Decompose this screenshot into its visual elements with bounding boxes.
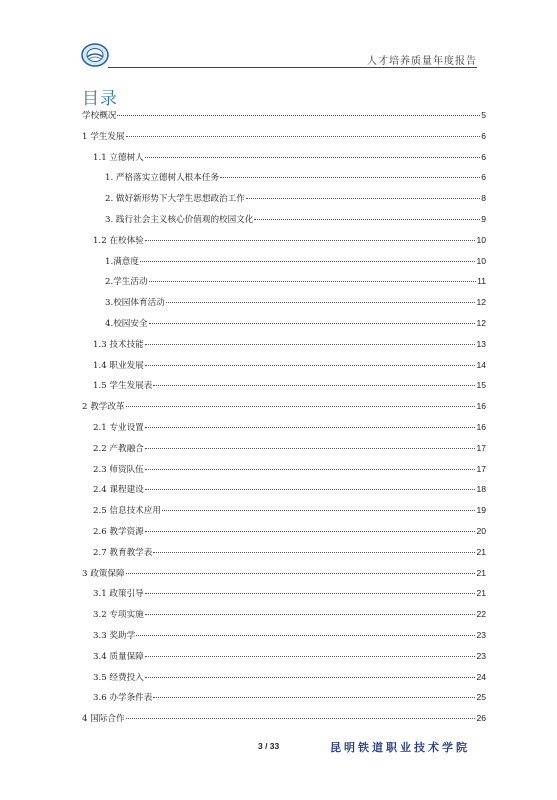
toc-entry-page: 14 [476,359,486,370]
toc-dot-leader [145,531,476,532]
toc-entry[interactable] [82,442,486,463]
toc-dot-leader [136,635,475,636]
toc-entry[interactable] [82,671,486,692]
toc-entry-page: 23 [476,629,486,640]
toc-title: 目录 [82,89,118,109]
toc-entry-page: 11 [477,276,486,287]
toc-dot-leader [126,718,476,719]
toc-entry-label: 4.校园安全 [105,318,148,329]
toc-entry-label: 学校概况 [82,111,117,121]
toc-entry-label: 1. 严格落实立德树人根本任务 [105,173,220,184]
toc-entry[interactable] [82,525,486,546]
toc-entry[interactable] [82,317,486,338]
toc-entry-label: 1.5 学生发展表 [93,381,153,392]
toc-entry-label: 2.2 产教融合 [93,443,144,454]
toc-dot-leader [145,365,476,366]
toc-dot-leader [145,240,476,241]
toc-entry[interactable] [82,255,486,276]
toc-dot-leader [145,489,476,490]
toc-entry-page: 24 [476,671,486,682]
toc-entry-page: 6 [481,151,486,162]
toc-entry-page: 17 [476,442,486,453]
toc-entry-label: 2.3 师资队伍 [93,464,144,475]
toc-entry-page: 21 [476,567,486,578]
toc-entry-page: 9 [481,213,486,224]
toc-entry-page: 26 [476,713,486,724]
toc-entry-page: 19 [476,505,486,516]
toc-entry-label: 2.6 教学资源 [93,526,144,537]
toc-entry-label: 3.3 奖助学 [93,630,136,641]
toc-entry-page: 5 [481,110,486,120]
toc-entry-label: 1.满意度 [105,256,139,267]
toc-entry[interactable] [82,275,486,296]
toc-entry-label: 2.学生活动 [105,277,148,288]
toc-entry-label: 4 国际合作 [82,714,125,725]
toc-entry-page: 6 [481,172,486,183]
toc-entry-page: 8 [481,193,486,204]
toc-entry[interactable] [82,421,486,442]
toc-dot-leader [145,593,476,594]
toc-entry-page: 12 [476,297,486,308]
toc-entry-label: 3.2 专项实施 [93,610,144,621]
toc-entry-page: 10 [476,255,486,266]
toc-dot-leader [117,115,480,116]
toc-entry[interactable] [82,546,486,567]
toc-entry[interactable] [82,213,486,234]
toc-entry-page: 13 [476,338,486,349]
toc-entry-label: 3.4 质量保障 [93,651,144,662]
toc-dot-leader [126,136,481,137]
toc-entry-label: 3.6 办学条件表 [93,693,153,704]
toc-entry-page: 21 [476,546,486,557]
toc-entry-page: 6 [481,130,486,141]
toc-entry-label: 2.4 课程建设 [93,485,144,496]
toc-entry-label: 1.3 技术技能 [93,339,144,350]
toc-entry[interactable] [82,296,486,317]
toc-dot-leader [126,573,476,574]
toc-entry-page: 20 [476,525,486,536]
toc-entry[interactable] [82,504,486,525]
toc-dot-leader [162,510,475,511]
toc-dot-leader [145,677,476,678]
toc-dot-leader [145,656,476,657]
toc-dot-leader [145,614,476,615]
toc-entry[interactable] [82,151,486,172]
toc-entry-page: 17 [476,463,486,474]
toc-dot-leader [145,344,476,345]
toc-entry-label: 1.4 职业发展 [93,360,144,371]
toc-entry-label: 3 政策保障 [82,568,125,579]
toc-entry-label: 2.5 信息技术应用 [93,506,161,517]
toc-entry-label: 3.1 政策引导 [93,589,144,600]
toc-entry-page: 16 [476,401,486,412]
toc-dot-leader [149,281,477,282]
toc-entry[interactable] [82,483,486,504]
toc-entry-label: 1.2 在校体验 [93,235,144,246]
toc-dot-leader [126,406,476,407]
toc-entry-page: 18 [476,484,486,495]
toc-entry[interactable] [82,587,486,608]
toc-entry-page: 16 [476,421,486,432]
toc-dot-leader [246,198,480,199]
toc-entry[interactable] [82,338,486,359]
toc-entry[interactable] [82,691,486,712]
toc-entry[interactable] [82,171,486,192]
toc-entry[interactable] [82,379,486,400]
toc-dot-leader [145,157,480,158]
toc-entry[interactable] [82,400,486,421]
toc-entry[interactable] [82,608,486,629]
toc-dot-leader [145,427,476,428]
toc-entry-page: 22 [476,609,486,620]
toc-entry-label: 3.5 经费投入 [93,672,144,683]
toc-entry[interactable] [82,192,486,213]
toc-entry-page: 23 [476,650,486,661]
toc-entry-label: 2 教学改革 [82,402,125,413]
toc-dot-leader [254,219,480,220]
toc-entry[interactable] [82,234,486,255]
toc-dot-leader [220,177,480,178]
toc-entry-label: 2.7 教育教学表 [93,547,153,558]
toc-dot-leader [166,302,476,303]
toc-entry-page: 15 [476,380,486,391]
toc-entry-page: 10 [476,234,486,245]
toc-entry-label: 3. 践行社会主义核心价值观的校园文化 [105,214,254,225]
table-of-contents [82,109,486,733]
toc-entry[interactable] [82,712,486,733]
toc-entry[interactable] [82,130,486,151]
toc-dot-leader [149,323,476,324]
toc-entry[interactable] [82,629,486,650]
toc-entry-label: 1.1 立德树人 [93,152,144,163]
toc-entry-page: 21 [476,588,486,599]
toc-dot-leader [140,261,475,262]
toc-entry[interactable] [82,567,486,588]
toc-entry[interactable] [82,463,486,484]
toc-dot-leader [145,448,476,449]
page-indicator: 3 / 33 [258,741,280,751]
school-logo-icon [80,42,110,68]
header-divider [108,67,477,68]
toc-dot-leader [153,552,475,553]
toc-entry-label: 1 学生发展 [82,131,125,142]
toc-entry-label: 2.1 专业设置 [93,422,144,433]
toc-entry[interactable] [82,359,486,380]
toc-entry-label: 3.校园体育活动 [105,298,165,309]
footer-school-name: 昆明铁道职业技术学院 [330,741,470,754]
toc-entry-label: 2. 做好新形势下大学生思想政治工作 [105,194,245,205]
toc-entry[interactable] [82,109,486,130]
toc-entry-page: 25 [476,692,486,703]
toc-entry[interactable] [82,650,486,671]
report-title: 人才培养质量年度报告 [367,56,477,67]
toc-entry-page: 12 [476,317,486,328]
toc-dot-leader [153,697,475,698]
toc-dot-leader [153,385,475,386]
toc-dot-leader [145,469,476,470]
